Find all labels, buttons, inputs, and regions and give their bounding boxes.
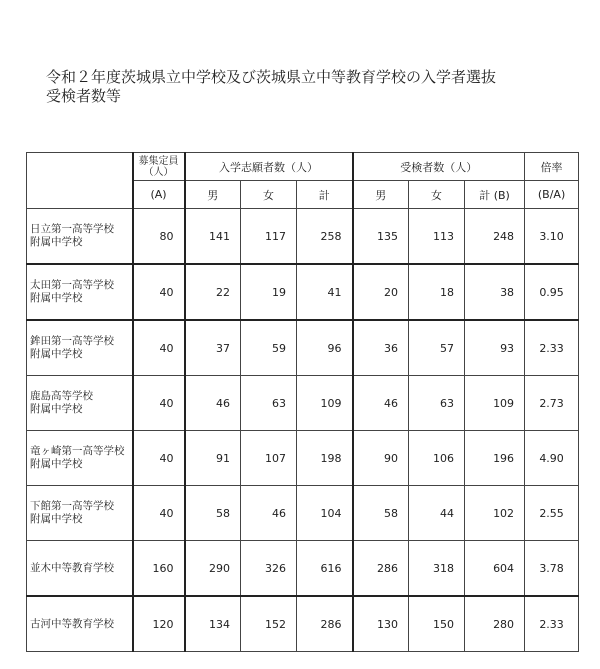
cell-capacity: 40: [133, 376, 185, 431]
table-row: [27, 376, 579, 431]
table-row: [27, 486, 579, 541]
cell-examinees-female: 57: [409, 320, 465, 376]
school-name-line: 附属中学校: [30, 292, 83, 304]
cell-applicants-female: 117: [241, 209, 297, 265]
title-line-1: 令和２年度茨城県立中学校及び茨城県立中等教育学校の入学者選抜: [46, 68, 497, 86]
cell-applicants-total: 109: [297, 376, 353, 431]
cell-ratio: 2.33: [525, 320, 579, 376]
cell-examinees-total: 102: [465, 486, 525, 541]
school-name: [27, 320, 133, 376]
cell-applicants-female: 46: [241, 486, 297, 541]
table-row: [27, 431, 579, 486]
cell-ratio: 2.33: [525, 596, 579, 652]
cell-examinees-female: 18: [409, 264, 465, 320]
school-name-line: 附属中学校: [30, 236, 83, 248]
cell-examinees-total: 196: [465, 431, 525, 486]
school-name-line: 附属中学校: [30, 458, 83, 470]
header-capacity: 募集定員（人）: [133, 153, 185, 181]
school-name: [27, 264, 133, 320]
header-examinees-female: 女: [409, 181, 465, 209]
examinee-table: [26, 152, 579, 652]
header-applicants: 入学志願者数（人）: [185, 153, 353, 181]
header-applicants-male: 男: [185, 181, 241, 209]
cell-examinees-male: 46: [353, 376, 409, 431]
cell-examinees-male: 286: [353, 541, 409, 597]
cell-examinees-male: 135: [353, 209, 409, 265]
cell-examinees-female: 318: [409, 541, 465, 597]
cell-ratio: 3.78: [525, 541, 579, 597]
cell-applicants-male: 46: [185, 376, 241, 431]
header-ratio: 倍率: [525, 153, 579, 181]
cell-examinees-female: 113: [409, 209, 465, 265]
school-name-line: 下館第一高等学校: [30, 500, 114, 512]
cell-ratio: 3.10: [525, 209, 579, 265]
table-row: [27, 541, 579, 597]
cell-applicants-total: 258: [297, 209, 353, 265]
cell-applicants-total: 616: [297, 541, 353, 597]
cell-applicants-female: 107: [241, 431, 297, 486]
cell-applicants-total: 41: [297, 264, 353, 320]
cell-applicants-female: 63: [241, 376, 297, 431]
school-name-line: 鹿島高等学校: [30, 390, 93, 402]
header-ratio-sub: (B/A): [525, 181, 579, 209]
header-examinees: 受検者数（人）: [353, 153, 525, 181]
school-name-line: 古河中等教育学校: [30, 617, 114, 630]
cell-examinees-male: 90: [353, 431, 409, 486]
cell-applicants-male: 134: [185, 596, 241, 652]
cell-examinees-female: 63: [409, 376, 465, 431]
cell-examinees-total: 38: [465, 264, 525, 320]
cell-applicants-male: 58: [185, 486, 241, 541]
cell-capacity: 80: [133, 209, 185, 265]
school-name: [27, 209, 133, 265]
title-line-2: 受検者数等: [46, 87, 122, 105]
cell-applicants-male: 37: [185, 320, 241, 376]
cell-applicants-total: 198: [297, 431, 353, 486]
cell-examinees-male: 20: [353, 264, 409, 320]
cell-examinees-total: 248: [465, 209, 525, 265]
cell-capacity: 40: [133, 486, 185, 541]
cell-applicants-male: 290: [185, 541, 241, 597]
cell-capacity: 120: [133, 596, 185, 652]
cell-ratio: 4.90: [525, 431, 579, 486]
header-applicants-total: 計: [297, 181, 353, 209]
cell-examinees-female: 44: [409, 486, 465, 541]
cell-capacity: 40: [133, 431, 185, 486]
cell-examinees-male: 36: [353, 320, 409, 376]
cell-applicants-female: 152: [241, 596, 297, 652]
school-name-line: 附属中学校: [30, 513, 83, 525]
header-examinees-male: 男: [353, 181, 409, 209]
cell-applicants-female: 326: [241, 541, 297, 597]
school-name-line: 竜ヶ崎第一高等学校: [30, 445, 125, 457]
school-name: [27, 486, 133, 541]
school-name-line: 附属中学校: [30, 403, 83, 415]
table-row: [27, 596, 579, 652]
cell-examinees-total: 93: [465, 320, 525, 376]
school-name-line: 並木中等教育学校: [30, 561, 114, 574]
cell-applicants-male: 141: [185, 209, 241, 265]
cell-applicants-male: 91: [185, 431, 241, 486]
school-name-line: 日立第一高等学校: [30, 223, 114, 235]
header-capacity-sub: (A): [133, 181, 185, 209]
header-applicants-female: 女: [241, 181, 297, 209]
header-school: [27, 153, 133, 209]
cell-applicants-total: 96: [297, 320, 353, 376]
cell-applicants-male: 22: [185, 264, 241, 320]
cell-examinees-total: 604: [465, 541, 525, 597]
cell-ratio: 2.73: [525, 376, 579, 431]
cell-applicants-total: 286: [297, 596, 353, 652]
table-row: [27, 209, 579, 265]
cell-ratio: 2.55: [525, 486, 579, 541]
school-name-line: 鉾田第一高等学校: [30, 335, 114, 347]
school-name: [27, 541, 133, 597]
cell-applicants-total: 104: [297, 486, 353, 541]
header-examinees-total: 計 (B): [465, 181, 525, 209]
cell-examinees-male: 130: [353, 596, 409, 652]
cell-ratio: 0.95: [525, 264, 579, 320]
school-name: [27, 596, 133, 652]
cell-examinees-total: 109: [465, 376, 525, 431]
school-name-line: 附属中学校: [30, 348, 83, 360]
cell-applicants-female: 59: [241, 320, 297, 376]
cell-capacity: 40: [133, 320, 185, 376]
cell-capacity: 40: [133, 264, 185, 320]
table-row: [27, 320, 579, 376]
cell-applicants-female: 19: [241, 264, 297, 320]
document-title: [46, 68, 496, 106]
school-name-line: 太田第一高等学校: [30, 279, 114, 291]
cell-examinees-total: 280: [465, 596, 525, 652]
cell-examinees-female: 150: [409, 596, 465, 652]
school-name: [27, 376, 133, 431]
cell-examinees-male: 58: [353, 486, 409, 541]
table-row: [27, 264, 579, 320]
cell-capacity: 160: [133, 541, 185, 597]
school-name: [27, 431, 133, 486]
cell-examinees-female: 106: [409, 431, 465, 486]
